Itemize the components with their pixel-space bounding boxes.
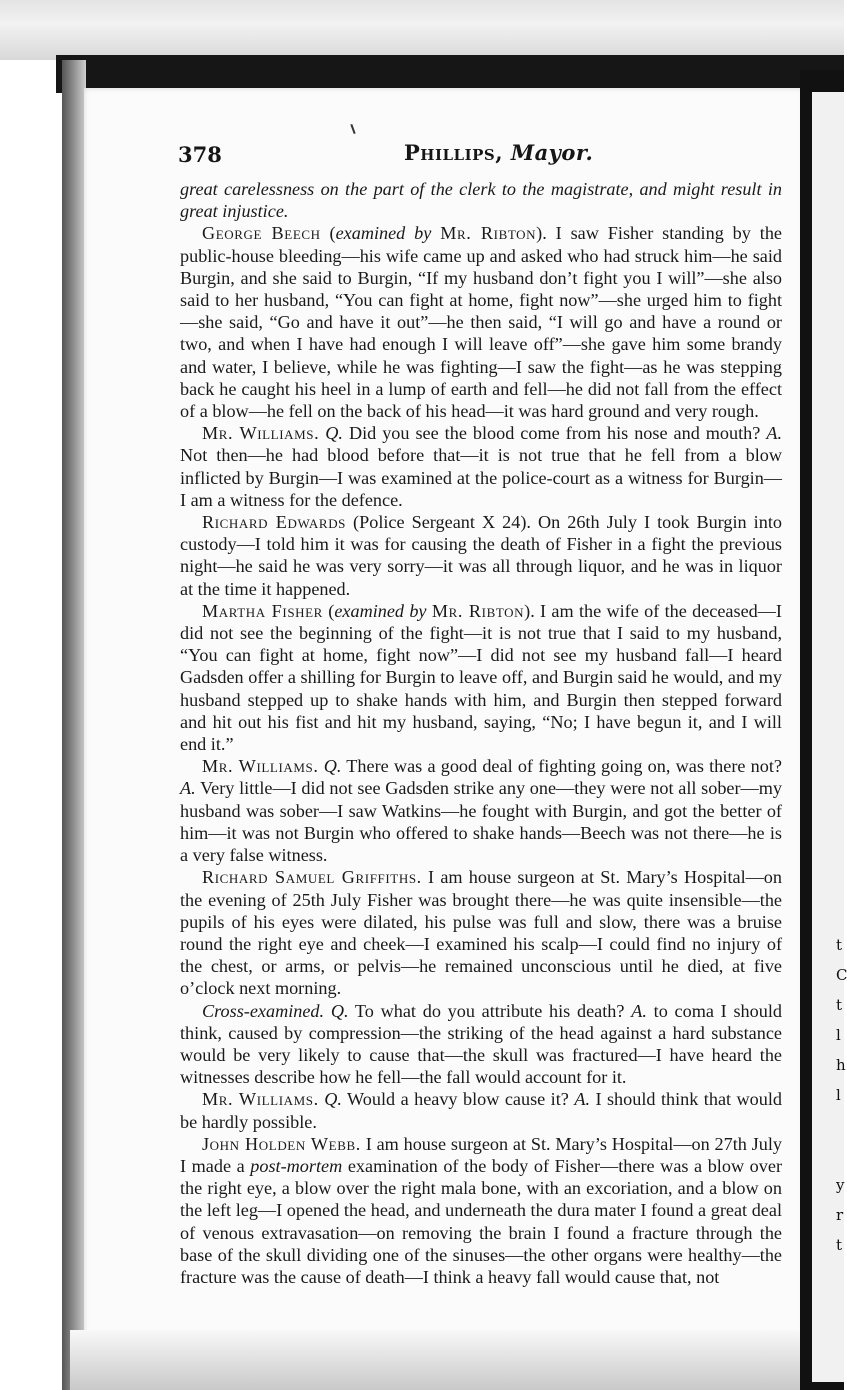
speaker-name: Martha Fisher <box>202 600 323 621</box>
speaker-name: Mr. Williams. <box>202 756 319 777</box>
italic-text: post-mortem <box>250 1155 343 1176</box>
italic-text: Q. <box>325 423 343 444</box>
speaker-name: Richard Samuel Griffiths. <box>202 867 422 888</box>
paragraph-text: ). I am the wife of the deceased—I did not see the beginning of the fight—it is not true that I said to my husband, “You can fight at home, fight now”—I did not see my husband fall—I heard Gadsden offer a shilling for Burgin to leave off, and Burgin said he would, and my husband stepped up to shake hands with him, and Burgin then stepped forward and hit out his fist and hit my husband, saying, “No; I have begun it, and I will end it.” <box>180 600 782 755</box>
paragraph <box>180 422 782 511</box>
title-name: Phillips, <box>404 140 504 165</box>
paragraph-text: I should think that would be hardly possible. <box>180 1089 783 1132</box>
title-role: Mayor. <box>510 140 594 165</box>
speaker-name: Richard Edwards <box>202 512 347 533</box>
paragraph-text: Would a heavy blow cause it? <box>341 1089 575 1110</box>
paragraph <box>180 866 782 999</box>
italic-text: Cross-examined. <box>202 1000 325 1021</box>
paragraph-text: examination of the body of Fisher—there was a blow over the right eye, a blow over the right mala bone, with an excoriation, and a blow on the left leg—I opened the head, and underneath the dura mater I found a great deal of venous extravasation—on removing the brain I found a fracture through the base of the skull dividing one of the sinuses—the other organs were healthy—the fracture was the cause of death—I think a heavy fall would cause that, not <box>180 1155 782 1287</box>
italic-text: A. <box>631 1000 647 1021</box>
paragraph-text: (Police Sergeant X 24). On 26th July I took Burgin into custody—I told him it was for causing the death of Fisher in a fight the previous night—he said he was very sorry—it was all through liquor, and he was in liquor at the time it happened. <box>180 512 782 599</box>
page-number: 378 <box>178 142 222 167</box>
italic-text: A. <box>180 778 196 799</box>
paragraph-text: ( <box>320 223 336 244</box>
paragraph <box>180 511 782 600</box>
italic-text: examined by <box>334 600 427 621</box>
facing-page-letters: t C t l h l y r t <box>836 936 847 1254</box>
paragraph-text: ( <box>322 600 335 621</box>
scan-top-margin <box>0 0 844 60</box>
italic-text: Q. <box>323 756 342 777</box>
paragraph-text: Not then—he had blood before that—it is not true that he fell from a blow inflicted by Burgin—I was examined at the police-court as a witness for Burgin—I am a witness for the defence. <box>180 445 782 510</box>
page-body <box>180 178 782 1288</box>
speaker-name: John Holden Webb. <box>202 1133 361 1154</box>
italic-text: great carelessness on the part of the clerk to the magistrate, and might result in great injustice. <box>180 179 782 222</box>
paragraph-text <box>324 1001 331 1021</box>
italic-text: A. <box>574 1089 590 1110</box>
scan-left-gutter <box>62 60 86 1390</box>
paragraph-text: There was a good deal of fighting going on, was there not? <box>341 756 782 777</box>
paragraph <box>180 600 782 755</box>
paragraph-text: to coma I should think, caused by compression—the striking of the head against a hard substance would be very likely to cause that—the skull was fractured—I have heard the witnesses describe how he fell—the fall would account for it. <box>180 1000 782 1088</box>
paragraph <box>180 1133 782 1288</box>
italic-text: Q. <box>324 1089 342 1110</box>
paragraph-text: To what do you attribute his death? <box>348 1000 632 1021</box>
speaker-name: Mr. Williams. <box>202 1089 319 1110</box>
page-title <box>404 140 593 165</box>
paragraph <box>180 1088 782 1132</box>
paragraph-text: I am house surgeon at St. Mary’s Hospital—on the evening of 25th July Fisher was brought there—he was quite insensible—the pupils of his eyes were dilated, his pulse was full and slow, there was a bruise round the right eye and cheek—I examined his scalp—I could find no injury of the chest, or arms, or pelvis—he remained unconscious until he died, at five o’clock next morning. <box>180 867 782 999</box>
paragraph-text <box>431 223 440 243</box>
speaker-name: George Beech <box>202 223 321 244</box>
italic-text: Q. <box>330 1000 349 1021</box>
paragraph-text: I am house surgeon at St. Mary’s Hospital—on 27th July I made a <box>180 1133 782 1176</box>
scan-bottom-margin <box>70 1330 810 1390</box>
paragraph-text: Very little—I did not see Gadsden strike any one—they were not all sober—my husband was sober—I saw Watkins—he fought with Burgin, and got the better of him—it was not Burgin who offered to shake hands—Beech was not there—he is a very false witness. <box>180 778 782 866</box>
italic-text: A. <box>766 423 782 444</box>
paragraph <box>180 755 782 866</box>
paragraph-text: ). I saw Fisher standing by the public-house bleeding—his wife came up and asked who had struck him—he said Burgin, and she said to Burgin, “If my husband don’t fight you I will”—she also said to her husband, “You can fight at home, fight now”—she urged him to fight—she said, “Go and have it out”—he then said, “I will go and have a round or two, and when I have had enough I will leave off”—she gave him some brandy and water, I believe, while he was fighting—I saw the fight—as he was stepping back he caught his heel in a lump of earth and fell—he did not fall from the effect of a blow—he fell on the back of his head—it was hard ground and very rough. <box>180 223 782 422</box>
paragraph <box>180 1000 782 1089</box>
paragraph <box>180 222 782 422</box>
paragraph <box>180 178 782 222</box>
italic-text: examined by <box>335 223 432 244</box>
speaker-name: Mr. Williams. <box>202 423 320 444</box>
speaker-name: Mr. Ribton <box>440 223 537 244</box>
paragraph-text: Did you see the blood come from his nose and mouth? <box>342 423 767 444</box>
running-head <box>178 140 782 170</box>
speaker-name: Mr. Ribton <box>431 600 525 621</box>
